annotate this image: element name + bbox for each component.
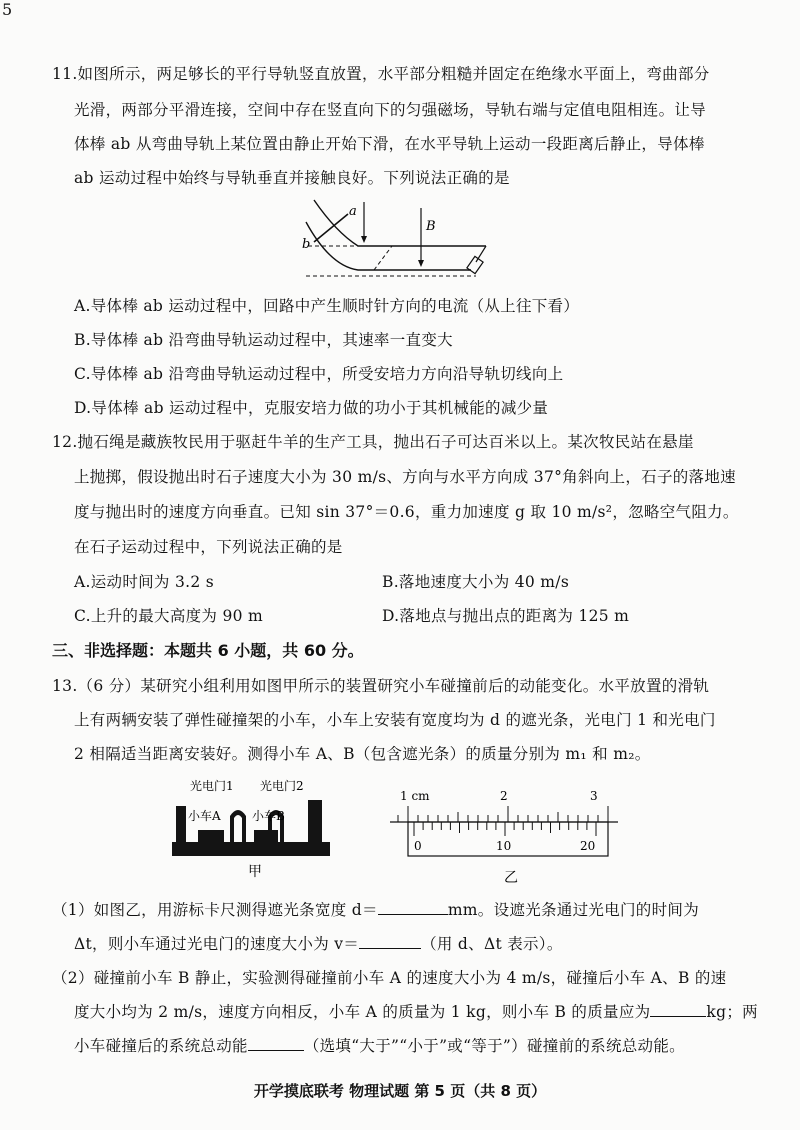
q13-p2-text-b: 度大小均为 2 m/s，速度方向相反，小车 A 的质量为 1 kg，则小车 B 的质量应为 [74, 1003, 651, 1021]
section-3-heading: 三、非选择题：本题共 6 小题，共 60 分。 [52, 641, 364, 660]
q11-line-2: 光滑，两部分平滑连接，空间中存在竖直向下的匀强磁场，导轨右端与定值电阻相连。让导 [74, 101, 707, 119]
q13-part2-line-1: （2）碰撞前小车 B 静止，实验测得碰撞前小车 A 的速度大小为 4 m/s，碰撞后小车 A、B 的速 [52, 969, 727, 987]
main-scale-label-3: 3 [590, 789, 598, 803]
q13-p1-text-d: （用 d、Δt 表示）。 [421, 935, 563, 953]
car-a-label: 小车A [188, 809, 221, 823]
gate2-label: 光电门2 [260, 779, 304, 793]
q13-p1-text-a: （1）如图乙，用游标卡尺测得遮光条宽度 d＝ [52, 901, 378, 919]
corner-mark: 5 [2, 0, 13, 19]
q11-option-a: A.导体棒 ab 运动过程中，回路中产生顺时针方向的电流（从上往下看） [74, 297, 580, 315]
q12-option-c: C.上升的最大高度为 90 m [74, 607, 264, 625]
q13-part1-line-2 [74, 932, 563, 954]
q13-p2-text-e: （选填“大于”“小于”或“等于”）碰撞前的系统总动能。 [303, 1037, 685, 1055]
q13-p2-text-c: kg；两 [706, 1003, 758, 1021]
vernier-label-10: 10 [496, 839, 512, 853]
q11-label-b: b [302, 237, 311, 252]
main-scale-label-2: 2 [500, 789, 508, 803]
q13-line-2: 上有两辆安装了弹性碰撞架的小车，小车上安装有宽度均为 d 的遮光条，光电门 1 和光电门 [74, 711, 716, 729]
q11-option-b: B.导体棒 ab 沿弯曲导轨运动过程中，其速率一直变大 [74, 331, 453, 349]
car-b-label: 小车B [252, 809, 285, 823]
gate1-label: 光电门1 [190, 779, 234, 793]
q13-part2-line-2 [74, 1000, 758, 1022]
q11-line-1: 11.如图所示，两足够长的平行导轨竖直放置，水平部分粗糙并固定在绝缘水平面上，弯曲部分 [52, 65, 710, 83]
answer-blank-mass[interactable] [650, 1002, 706, 1017]
q11-label-B: B [426, 219, 436, 234]
figure-jia-apparatus [168, 772, 340, 882]
q11-rail-figure [296, 196, 496, 282]
q13-p1-text-b: mm。设遮光条通过光电门的时间为 [447, 901, 700, 919]
q13-part1-line-1 [52, 898, 699, 920]
q12-line-2: 上抛掷，假设抛出时石子速度大小为 30 m/s、方向与水平方向成 37°角斜向上，石子的落地速 [74, 468, 736, 486]
q11-option-d: D.导体棒 ab 运动过程中，克服安培力做的功小于其机械能的减少量 [74, 399, 549, 417]
q12-option-a: A.运动时间为 3.2 s [74, 573, 214, 591]
figure-yi-caption: 乙 [504, 870, 518, 886]
q12-option-d: D.落地点与抛出点的距离为 125 m [382, 607, 630, 625]
answer-blank-energy[interactable] [248, 1036, 304, 1051]
page-footer: 开学摸底联考 物理试题 第 5 页（共 8 页） [253, 1082, 547, 1100]
q12-line-1: 12.抛石绳是藏族牧民用于驱赶牛羊的生产工具，抛出石子可达百米以上。某次牧民站在悬崖 [52, 433, 694, 451]
q12-line-3: 度与抛出时的速度方向垂直。已知 sin 37°＝0.6，重力加速度 g 取 10 m/s²，忽略空气阻力。 [74, 503, 739, 521]
vernier-label-0: 0 [414, 839, 422, 853]
q13-line-1: 13.（6 分）某研究小组利用如图甲所示的装置研究小车碰撞前后的动能变化。水平放置的滑轨 [52, 677, 710, 695]
q13-p1-text-c: Δt，则小车通过光电门的速度大小为 v＝ [74, 935, 360, 953]
answer-blank-width[interactable] [378, 900, 448, 915]
q12-option-b: B.落地速度大小为 40 m/s [382, 573, 570, 591]
main-scale-label-1: 1 cm [400, 789, 430, 803]
q11-option-c: C.导体棒 ab 沿弯曲导轨运动过程中，所受安培力方向沿导轨切线向上 [74, 365, 564, 383]
figure-jia-caption: 甲 [248, 864, 262, 880]
q13-p2-text-d: 小车碰撞后的系统总动能 [74, 1037, 248, 1055]
answer-blank-velocity[interactable] [359, 934, 421, 949]
q13-part2-line-3 [74, 1034, 685, 1056]
q11-line-3: 体棒 ab 从弯曲导轨上某位置由静止开始下滑，在水平导轨上运动一段距离后静止，导体棒 [74, 135, 705, 153]
figure-yi-caliper [390, 786, 620, 886]
q11-label-a: a [349, 204, 357, 219]
vernier-label-20: 20 [580, 839, 596, 853]
q13-line-3: 2 相隔适当距离安装好。测得小车 A、B（包含遮光条）的质量分别为 m₁ 和 m₂。 [74, 745, 651, 763]
q12-line-4: 在石子运动过程中，下列说法正确的是 [74, 538, 343, 556]
q11-line-4: ab 运动过程中始终与导轨垂直并接触良好。下列说法正确的是 [74, 169, 510, 187]
